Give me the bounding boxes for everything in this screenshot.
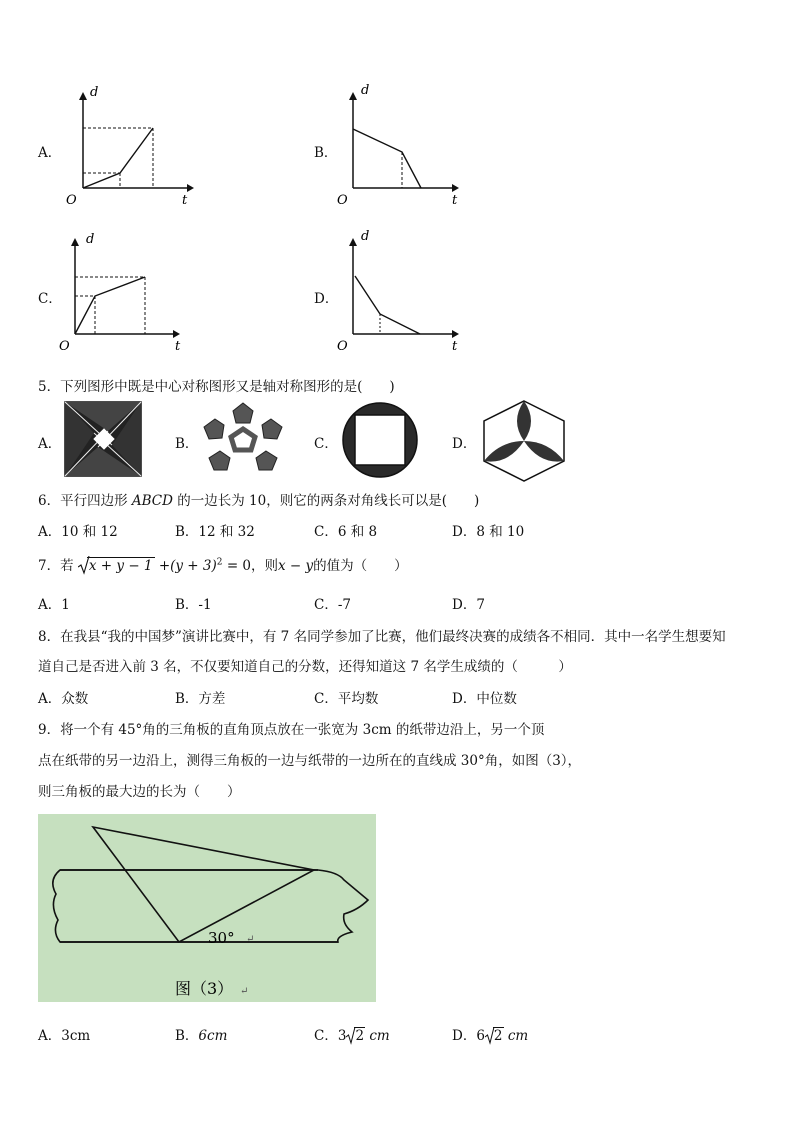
q8-option-c: C．平均数 <box>314 691 379 707</box>
q7-exponent: 2 <box>216 557 223 568</box>
q9-option-d-unit: cm <box>507 1028 529 1044</box>
q6-option-d: D．8 和 10 <box>452 524 525 540</box>
q6-stem-variable: ABCD <box>131 493 173 509</box>
q5-option-a-label: A． <box>38 436 62 452</box>
q7-plus: + <box>158 558 171 574</box>
q7-equals: = 0，则 <box>226 558 279 574</box>
q7-paren-term: (y + 3) <box>170 558 217 574</box>
q9-option-c-coef: 3 <box>337 1028 347 1044</box>
radical-sign-icon <box>346 1027 356 1045</box>
q9-option-c-root: 2 <box>355 1028 365 1044</box>
return-mark-icon: ↵ <box>246 934 255 945</box>
q7-expression: x − y <box>278 558 314 574</box>
q9-option-b-value: 6cm <box>198 1028 228 1044</box>
q6-option-c: C．6 和 8 <box>314 524 378 540</box>
q9-figure-3 <box>38 814 376 1002</box>
q9-option-c-label: C． <box>314 1028 338 1044</box>
q4-a-x-axis-label: t <box>182 193 188 208</box>
q8-option-b: B．方差 <box>175 691 226 707</box>
q9-option-b <box>175 1024 227 1044</box>
q5-stem: 5．下列图形中既是中心对称图形又是轴对称图形的是( ) <box>38 379 395 395</box>
q5-option-d-label: D． <box>452 436 477 452</box>
q4-b-origin-label: O <box>337 193 348 208</box>
q6-stem-pre: 6．平行四边形 <box>38 493 132 509</box>
q4-d-origin-label: O <box>337 339 348 354</box>
q6-option-a: A．10 和 12 <box>38 524 118 540</box>
q9-option-d-coef: 6 <box>476 1028 485 1044</box>
q4-option-c-label: C． <box>38 291 62 307</box>
q9-option-c <box>314 1024 390 1044</box>
q7-stem <box>38 554 408 576</box>
q4-b-y-axis-label: d <box>361 83 370 98</box>
q7-option-a: A．1 <box>38 597 70 613</box>
q4-option-b-label: B． <box>314 145 338 161</box>
radical-sign-icon <box>78 556 90 576</box>
q5-figure-a-pinwheel-square <box>64 401 142 477</box>
q8-option-a: A．众数 <box>38 691 89 707</box>
q9-option-a <box>38 1024 90 1044</box>
q5-figure-c-square-in-circle <box>340 400 420 480</box>
q5-figure-d-hexagon-petals <box>480 399 568 483</box>
figure-background <box>38 814 376 1002</box>
q9-option-c-sqrt <box>346 1028 365 1044</box>
q9-option-a-label: A． <box>38 1028 62 1044</box>
q9-option-d-sqrt <box>485 1028 504 1044</box>
q6-stem-post: 的一边长为 10，则它的两条对角线长可以是( ) <box>172 493 480 509</box>
q4-option-a-label: A． <box>38 145 62 161</box>
q5-option-b-label: B． <box>175 436 199 452</box>
q9-option-d <box>452 1024 528 1044</box>
q7-option-c: C．-7 <box>314 597 351 613</box>
q7-option-d: D．7 <box>452 597 485 613</box>
q9-option-d-root: 2 <box>493 1028 503 1044</box>
q4-graph-b <box>334 80 474 210</box>
q4-c-x-axis-label: t <box>175 339 181 354</box>
q9-stem-line-1: 9．将一个有 45°角的三角板的直角顶点放在一张宽为 3cm 的纸带边沿上，另一个顶 <box>38 722 545 738</box>
q4-graph-a <box>60 80 200 210</box>
q7-stem-post: 的值为（ ） <box>313 558 408 574</box>
q8-stem-line-2: 道自己是否进入前 3 名，不仅要知道自己的分数，还得知道这 7 名学生成绩的（ ） <box>38 659 572 675</box>
q9-option-c-unit: cm <box>369 1028 390 1044</box>
q4-graph-d <box>334 226 474 356</box>
return-mark-icon: ↵ <box>240 986 249 997</box>
q9-option-d-label: D． <box>452 1028 477 1044</box>
q9-option-b-label: B． <box>175 1028 199 1044</box>
q7-sqrt <box>78 558 155 574</box>
q8-option-d: D．中位数 <box>452 691 517 707</box>
q7-option-b: B．-1 <box>175 597 212 613</box>
q5-option-c-label: C． <box>314 436 338 452</box>
radical-sign-icon <box>485 1027 495 1045</box>
q9-stem-line-3: 则三角板的最大边的长为（ ） <box>38 784 241 800</box>
q4-graph-c <box>56 226 196 356</box>
q5-figure-b-pentagon-ring <box>198 401 288 481</box>
q4-b-x-axis-label: t <box>452 193 458 208</box>
q4-c-y-axis-label: d <box>86 232 95 247</box>
q7-radicand: x + y − 1 <box>88 558 153 574</box>
q4-a-y-axis-label: d <box>90 85 99 100</box>
q8-stem-line-1: 8．在我县“我的中国梦”演讲比赛中，有 7 名同学参加了比赛，他们最终决赛的成绩各不相同．其中一名学生想要知 <box>38 629 726 645</box>
q7-stem-pre: 7．若 <box>38 558 74 574</box>
q6-stem <box>38 489 479 509</box>
q4-option-d-label: D． <box>314 291 339 307</box>
q6-option-b: B．12 和 32 <box>175 524 255 540</box>
q4-d-x-axis-label: t <box>452 339 458 354</box>
q4-d-y-axis-label: d <box>361 229 370 244</box>
figure-angle-label: 30° <box>208 929 235 947</box>
figure-caption: 图（3） <box>175 979 234 998</box>
q9-option-a-value: 3cm <box>61 1028 91 1044</box>
q4-c-origin-label: O <box>59 339 70 354</box>
q4-a-origin-label: O <box>66 193 77 208</box>
q9-stem-line-2: 点在纸带的另一边沿上，测得三角板的一边与纸带的一边所在的直线成 30°角，如图（3）， <box>38 753 582 769</box>
